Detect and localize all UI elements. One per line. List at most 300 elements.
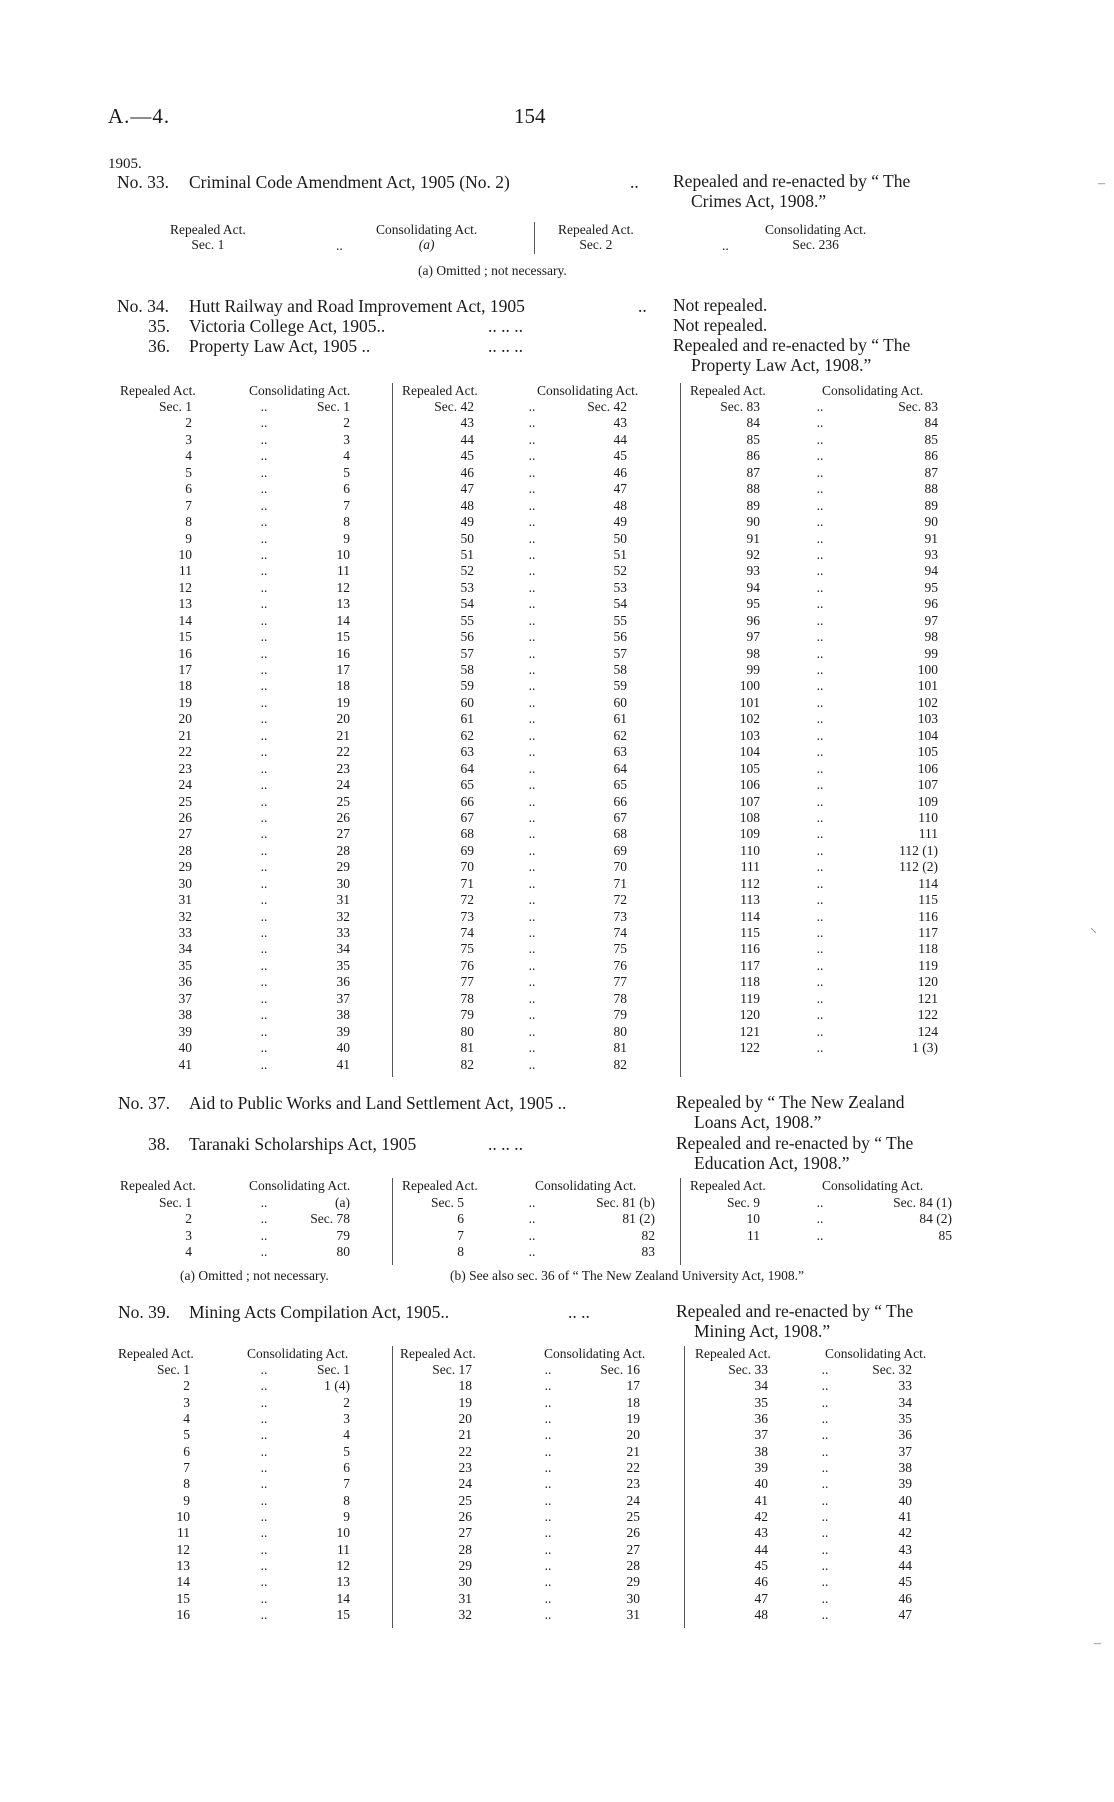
table-cell: 111 bbox=[918, 826, 938, 842]
table-cell: 47 bbox=[754, 1590, 768, 1606]
table-cell: Sec. 42 bbox=[434, 399, 474, 414]
table-cell: 67 bbox=[460, 809, 474, 825]
status-line: Repealed and re-enacted by “ The bbox=[676, 1301, 914, 1321]
column-divider bbox=[392, 1178, 393, 1265]
table-cell: .. bbox=[260, 464, 268, 480]
table-cell: 51 bbox=[460, 546, 474, 562]
table-cell: .. bbox=[528, 974, 536, 990]
table-cell: .. bbox=[528, 464, 536, 480]
table-cell: 63 bbox=[613, 744, 627, 760]
table-cell: .. bbox=[260, 727, 268, 743]
table-cell: 78 bbox=[613, 990, 627, 1006]
table-cell: .. bbox=[260, 842, 268, 858]
table-cell: Sec. 78 bbox=[310, 1211, 350, 1227]
table-cell: 73 bbox=[460, 908, 474, 924]
table-cell: .. bbox=[816, 645, 824, 661]
table-cell: 36 bbox=[336, 974, 350, 990]
table-cell: 40 bbox=[754, 1476, 768, 1492]
table-cell: 43 bbox=[754, 1525, 768, 1541]
table-cell: 5 bbox=[343, 1443, 350, 1459]
table-cell: .. bbox=[528, 760, 536, 776]
table-cell: 102 bbox=[739, 711, 760, 727]
act-38-status bbox=[676, 1133, 976, 1173]
leader-dots: .. .. .. bbox=[488, 1134, 523, 1154]
table-cell: .. bbox=[821, 1525, 829, 1541]
table-cell: 11 bbox=[179, 563, 192, 579]
act-number: No. 33. bbox=[116, 172, 169, 192]
table-cell: 91 bbox=[746, 530, 760, 546]
table-cell: .. bbox=[816, 957, 824, 973]
table-cell: 33 bbox=[898, 1378, 912, 1394]
table-cell: 77 bbox=[613, 974, 627, 990]
table-cell: 95 bbox=[924, 579, 938, 595]
table-cell: .. bbox=[544, 1574, 552, 1590]
table-cell: 61 bbox=[613, 711, 627, 727]
table-cell: 50 bbox=[613, 530, 627, 546]
consolidating-act-header: Consolidating Act. bbox=[535, 1178, 637, 1193]
table-cell: 17 bbox=[178, 662, 192, 677]
table-cell: .. bbox=[816, 530, 824, 546]
table-cell: .. bbox=[816, 694, 824, 710]
table-cell: 6 bbox=[185, 481, 192, 497]
table-cell: .. bbox=[260, 1007, 268, 1023]
table-cell: 115 bbox=[740, 925, 760, 940]
table-cell: 116 bbox=[918, 908, 938, 924]
table-cell: 112 (1) bbox=[899, 842, 938, 858]
table-cell: 81 bbox=[460, 1040, 474, 1056]
table-cell: 15 bbox=[336, 1607, 350, 1623]
table-cell: 12 bbox=[336, 1558, 350, 1574]
table-cell: 11 bbox=[337, 563, 350, 579]
table-cell: .. bbox=[816, 662, 824, 677]
table-cell: 10 bbox=[178, 546, 192, 562]
table-cell: .. bbox=[260, 1460, 268, 1476]
table-cell: 103 bbox=[917, 711, 938, 727]
consolidating-act-header: Consolidating Act. bbox=[537, 383, 639, 398]
consolidating-section-column bbox=[280, 399, 350, 1073]
status-line: Not repealed. bbox=[673, 295, 768, 315]
table-cell: 20 bbox=[626, 1427, 640, 1443]
table-cell: 30 bbox=[458, 1574, 472, 1590]
table-cell: 23 bbox=[626, 1476, 640, 1492]
table-cell: 40 bbox=[178, 1040, 192, 1056]
table-cell: 60 bbox=[613, 694, 627, 710]
table-cell: 25 bbox=[336, 793, 350, 809]
table-cell: 50 bbox=[460, 530, 474, 546]
table-cell: .. bbox=[528, 1244, 536, 1260]
table-cell: 2 bbox=[183, 1378, 190, 1394]
table-cell: 29 bbox=[178, 859, 192, 875]
act-35-status bbox=[673, 315, 973, 335]
table-cell: .. bbox=[260, 596, 268, 612]
table-cell: .. bbox=[816, 744, 824, 760]
table-cell: .. bbox=[816, 826, 824, 842]
table-cell: .. bbox=[528, 957, 536, 973]
table-cell: 110 bbox=[740, 842, 760, 858]
table-cell: 17 bbox=[626, 1378, 640, 1394]
table-cell: 3 bbox=[343, 431, 350, 447]
table-cell: 4 bbox=[185, 1244, 192, 1260]
repealed-section-column bbox=[120, 1195, 192, 1261]
table-cell: .. bbox=[260, 1056, 268, 1072]
table-cell: 18 bbox=[178, 678, 192, 694]
table-cell: .. bbox=[821, 1574, 829, 1590]
table-cell: .. bbox=[260, 530, 268, 546]
table-cell: 3 bbox=[185, 431, 192, 447]
table-cell: 28 bbox=[336, 842, 350, 858]
table-cell: .. bbox=[260, 1378, 268, 1394]
table-cell: Sec. 42 bbox=[587, 399, 627, 414]
leader-dots-column bbox=[810, 399, 830, 1057]
table-cell: 6 bbox=[343, 1460, 350, 1476]
repealed-section-column bbox=[118, 1362, 190, 1624]
table-cell: Sec. 1 bbox=[317, 1362, 350, 1377]
table-cell: 69 bbox=[613, 842, 627, 858]
table-cell: .. bbox=[528, 727, 536, 743]
table-cell: 66 bbox=[460, 793, 474, 809]
table-cell: .. bbox=[816, 596, 824, 612]
repealed-section-column bbox=[680, 1195, 760, 1244]
table-cell: .. bbox=[816, 612, 824, 628]
table-cell: 87 bbox=[746, 464, 760, 480]
table-cell: .. bbox=[816, 1211, 824, 1227]
table-cell: 40 bbox=[336, 1040, 350, 1056]
table-cell: 9 bbox=[183, 1492, 190, 1508]
act-title: Criminal Code Amendment Act, 1905 (No. 2) bbox=[189, 172, 510, 192]
table-cell: 72 bbox=[613, 892, 627, 908]
table-cell: 38 bbox=[754, 1443, 768, 1459]
table-cell: 105 bbox=[917, 744, 938, 760]
table-cell: 61 bbox=[460, 711, 474, 727]
table-cell: 48 bbox=[613, 497, 627, 513]
table-cell: 47 bbox=[613, 481, 627, 497]
table-cell: 4 bbox=[343, 1427, 350, 1443]
table-cell: 14 bbox=[178, 612, 192, 628]
table-cell: .. bbox=[816, 1040, 824, 1056]
table-cell: .. bbox=[260, 990, 268, 1006]
table-cell: .. bbox=[260, 974, 268, 990]
table-cell: .. bbox=[544, 1394, 552, 1410]
table-cell: .. bbox=[528, 481, 536, 497]
table-cell: .. bbox=[528, 842, 536, 858]
table-cell: .. bbox=[816, 464, 824, 480]
table-cell: 48 bbox=[754, 1607, 768, 1623]
table-cell: 80 bbox=[613, 1023, 627, 1039]
table-cell: 81 bbox=[613, 1040, 627, 1056]
table-cell: .. bbox=[821, 1362, 829, 1377]
table-cell: 119 bbox=[918, 957, 938, 973]
act-number: No. 39. bbox=[117, 1302, 170, 1322]
table-cell: .. bbox=[816, 399, 824, 414]
repealed-section-column bbox=[400, 399, 474, 1073]
table-cell: 16 bbox=[178, 645, 192, 661]
consolidating-act-header: Consolidating Act. bbox=[249, 383, 351, 398]
table-cell: 9 bbox=[343, 530, 350, 546]
table-cell: .. bbox=[260, 744, 268, 760]
table-cell: 82 bbox=[641, 1227, 655, 1243]
table-cell: 113 bbox=[740, 892, 760, 908]
table-cell: 7 bbox=[343, 497, 350, 513]
act-title: Aid to Public Works and Land Settlement Act, 1905 .. bbox=[189, 1093, 567, 1113]
table-cell: 23 bbox=[336, 760, 350, 776]
table-cell: 99 bbox=[924, 645, 938, 661]
table-cell: 68 bbox=[460, 826, 474, 842]
repealed-section-column bbox=[400, 1362, 472, 1624]
consolidating-section-column bbox=[545, 399, 627, 1073]
leader-dots-column bbox=[254, 399, 274, 1073]
leader-dots: .. .. .. bbox=[488, 316, 523, 336]
table-cell: 46 bbox=[613, 464, 627, 480]
table-cell: 4 bbox=[185, 448, 192, 464]
table-cell: .. bbox=[260, 809, 268, 825]
table-cell: 19 bbox=[336, 694, 350, 710]
table-cell: 22 bbox=[458, 1443, 472, 1459]
table-cell: 17 bbox=[336, 662, 350, 677]
table-cell: .. bbox=[821, 1509, 829, 1525]
table-cell: 2 bbox=[185, 415, 192, 431]
table-cell: 89 bbox=[746, 497, 760, 513]
table-cell: 85 bbox=[924, 431, 938, 447]
table-cell: 29 bbox=[336, 859, 350, 875]
table-cell: 8 bbox=[185, 514, 192, 530]
table-cell: 54 bbox=[460, 596, 474, 612]
repealed-act-header: Repealed Act. bbox=[695, 1346, 771, 1361]
table-cell: 45 bbox=[754, 1558, 768, 1574]
table-cell: .. bbox=[816, 842, 824, 858]
column-divider bbox=[534, 222, 535, 254]
table-cell: 120 bbox=[739, 1007, 760, 1023]
table-cell: .. bbox=[816, 941, 824, 957]
status-line: Repealed and re-enacted by “ The bbox=[673, 171, 911, 191]
table-cell: Sec. 9 bbox=[727, 1195, 760, 1210]
table-cell: 9 bbox=[185, 530, 192, 546]
table-cell: 82 bbox=[613, 1056, 627, 1072]
status-line: Crimes Act, 1908.” bbox=[691, 191, 827, 211]
table-cell: 102 bbox=[917, 694, 938, 710]
table-cell: 54 bbox=[613, 596, 627, 612]
table-cell: 106 bbox=[739, 777, 760, 793]
table-cell: .. bbox=[528, 1040, 536, 1056]
table-cell: .. bbox=[260, 925, 268, 940]
table-cell: 8 bbox=[183, 1476, 190, 1492]
consolidating-section-column bbox=[280, 1362, 350, 1624]
table-cell: Sec. 17 bbox=[432, 1362, 472, 1377]
table-cell: .. bbox=[528, 399, 536, 414]
table-cell: .. bbox=[260, 1394, 268, 1410]
table-cell: 41 bbox=[178, 1056, 192, 1072]
table-cell: Sec. 5 bbox=[431, 1195, 464, 1210]
table-cell: .. bbox=[260, 826, 268, 842]
leader-dots: .. bbox=[630, 172, 639, 192]
table-cell: .. bbox=[821, 1443, 829, 1459]
act-39-status bbox=[676, 1301, 976, 1341]
table-cell: 79 bbox=[460, 1007, 474, 1023]
table-cell: 47 bbox=[898, 1607, 912, 1623]
table-cell: .. bbox=[544, 1443, 552, 1459]
act-number: No. 37. bbox=[117, 1093, 170, 1113]
leader-dots-column bbox=[522, 1195, 542, 1261]
table-cell: 39 bbox=[754, 1460, 768, 1476]
table-cell: 109 bbox=[917, 793, 938, 809]
table-cell: 38 bbox=[336, 1007, 350, 1023]
table-cell: 18 bbox=[336, 678, 350, 694]
table-cell: 53 bbox=[613, 579, 627, 595]
table-cell: 8 bbox=[457, 1244, 464, 1260]
year-label: 1905. bbox=[108, 156, 142, 172]
leader-dots: .. .. bbox=[568, 1302, 590, 1322]
table-cell: .. bbox=[528, 546, 536, 562]
table-cell: .. bbox=[544, 1509, 552, 1525]
table-cell: 106 bbox=[917, 760, 938, 776]
table-cell: 59 bbox=[460, 678, 474, 694]
table-cell: 3 bbox=[185, 1227, 192, 1243]
table-cell: .. bbox=[528, 497, 536, 513]
table-cell: .. bbox=[821, 1411, 829, 1427]
table-cell: 46 bbox=[460, 464, 474, 480]
table-cell: 96 bbox=[924, 596, 938, 612]
table-cell: 118 bbox=[918, 941, 938, 957]
table-cell: 118 bbox=[740, 974, 760, 990]
table-cell: .. bbox=[260, 1525, 268, 1541]
table-cell: 87 bbox=[924, 464, 938, 480]
table-cell: .. bbox=[260, 1590, 268, 1606]
table-cell: 71 bbox=[613, 875, 627, 891]
table-cell: 2 bbox=[343, 415, 350, 431]
leader-dots-column bbox=[254, 1362, 274, 1624]
table-cell: 121 bbox=[917, 990, 938, 1006]
act-number: 38. bbox=[148, 1134, 170, 1154]
table-cell: .. bbox=[816, 875, 824, 891]
repealed-act-header: Repealed Act. bbox=[400, 1346, 476, 1361]
table-cell: 51 bbox=[613, 546, 627, 562]
table-cell: 114 bbox=[918, 875, 938, 891]
table-cell: .. bbox=[816, 974, 824, 990]
table-cell: .. bbox=[528, 809, 536, 825]
table-cell: 120 bbox=[917, 974, 938, 990]
table-cell: .. bbox=[821, 1492, 829, 1508]
table-cell: .. bbox=[260, 1541, 268, 1557]
table-cell: .. bbox=[260, 1211, 268, 1227]
status-line: Not repealed. bbox=[673, 315, 768, 335]
table-cell: 95 bbox=[746, 596, 760, 612]
status-line: Repealed and re-enacted by “ The bbox=[676, 1133, 914, 1153]
table-cell: 27 bbox=[178, 826, 192, 842]
table-cell: 26 bbox=[458, 1509, 472, 1525]
table-cell: .. bbox=[260, 793, 268, 809]
table-cell: 1 (4) bbox=[324, 1378, 350, 1394]
table-cell: .. bbox=[528, 826, 536, 842]
table-cell: .. bbox=[260, 448, 268, 464]
act-number: 36. bbox=[148, 336, 170, 356]
table-cell: .. bbox=[544, 1411, 552, 1427]
table-cell: 107 bbox=[739, 793, 760, 809]
table-cell: .. bbox=[528, 941, 536, 957]
table-cell: .. bbox=[816, 546, 824, 562]
table-cell: 117 bbox=[740, 957, 760, 973]
table-cell: 100 bbox=[739, 678, 760, 694]
table-cell: 6 bbox=[343, 481, 350, 497]
table-cell: 1 (3) bbox=[912, 1040, 938, 1056]
table-cell: .. bbox=[528, 711, 536, 727]
table-cell: Sec. 84 (1) bbox=[893, 1195, 952, 1210]
table-cell: 7 bbox=[457, 1227, 464, 1243]
table-cell: .. bbox=[816, 1195, 824, 1210]
table-cell: .. bbox=[816, 711, 824, 727]
table-cell: 79 bbox=[336, 1227, 350, 1243]
table-cell: 23 bbox=[458, 1460, 472, 1476]
table-cell: .. bbox=[816, 431, 824, 447]
table-cell: 96 bbox=[746, 612, 760, 628]
table-cell: .. bbox=[528, 678, 536, 694]
table-cell: 56 bbox=[613, 629, 627, 645]
leader-dots: .. .. .. bbox=[488, 336, 523, 356]
table-cell: 35 bbox=[898, 1411, 912, 1427]
table-cell: .. bbox=[544, 1378, 552, 1394]
table-cell: .. bbox=[528, 431, 536, 447]
table-cell: .. bbox=[816, 448, 824, 464]
table-cell: 14 bbox=[336, 612, 350, 628]
table-cell: 31 bbox=[336, 892, 350, 908]
table-cell: 14 bbox=[176, 1574, 190, 1590]
table-cell: 37 bbox=[898, 1443, 912, 1459]
table-cell: 38 bbox=[178, 1007, 192, 1023]
table-cell: .. bbox=[260, 1023, 268, 1039]
table-cell: .. bbox=[260, 1427, 268, 1443]
table-cell: Sec. 1 bbox=[157, 1362, 190, 1377]
table-cell: 41 bbox=[898, 1509, 912, 1525]
table-cell: 97 bbox=[746, 629, 760, 645]
table-cell: 5 bbox=[183, 1427, 190, 1443]
table-cell: .. bbox=[816, 777, 824, 793]
table-cell: 6 bbox=[457, 1211, 464, 1227]
table-cell: 45 bbox=[613, 448, 627, 464]
table-cell: 47 bbox=[460, 481, 474, 497]
table-cell: 19 bbox=[626, 1411, 640, 1427]
table-cell: 98 bbox=[924, 629, 938, 645]
table-cell: 92 bbox=[746, 546, 760, 562]
table-cell: .. bbox=[528, 793, 536, 809]
table-cell: 45 bbox=[898, 1574, 912, 1590]
table-cell: .. bbox=[821, 1378, 829, 1394]
column-header: Consolidating Act. Sec. 236 bbox=[765, 222, 867, 252]
consolidating-act-header: Consolidating Act. bbox=[825, 1346, 927, 1361]
table-cell: 20 bbox=[336, 711, 350, 727]
table-cell: 23 bbox=[178, 760, 192, 776]
table-cell: Sec. 32 bbox=[872, 1362, 912, 1377]
table-cell: .. bbox=[260, 1443, 268, 1459]
table-cell: 28 bbox=[626, 1558, 640, 1574]
table-cell: .. bbox=[816, 415, 824, 431]
table-cell: 36 bbox=[754, 1411, 768, 1427]
table-cell: .. bbox=[260, 1411, 268, 1427]
table-cell: 103 bbox=[739, 727, 760, 743]
table-cell: 34 bbox=[898, 1394, 912, 1410]
table-cell: .. bbox=[816, 727, 824, 743]
table-cell: .. bbox=[260, 645, 268, 661]
column-divider bbox=[392, 1346, 393, 1628]
table-cell: 101 bbox=[739, 694, 760, 710]
table-cell: 32 bbox=[178, 908, 192, 924]
table-cell: 63 bbox=[460, 744, 474, 760]
table-cell: 37 bbox=[754, 1427, 768, 1443]
table-cell: .. bbox=[816, 514, 824, 530]
table-cell: .. bbox=[528, 744, 536, 760]
table-cell: 33 bbox=[178, 925, 192, 940]
table-cell: .. bbox=[260, 1574, 268, 1590]
table-cell: 41 bbox=[336, 1056, 350, 1072]
table-cell: 32 bbox=[458, 1607, 472, 1623]
table-cell: 57 bbox=[460, 645, 474, 661]
